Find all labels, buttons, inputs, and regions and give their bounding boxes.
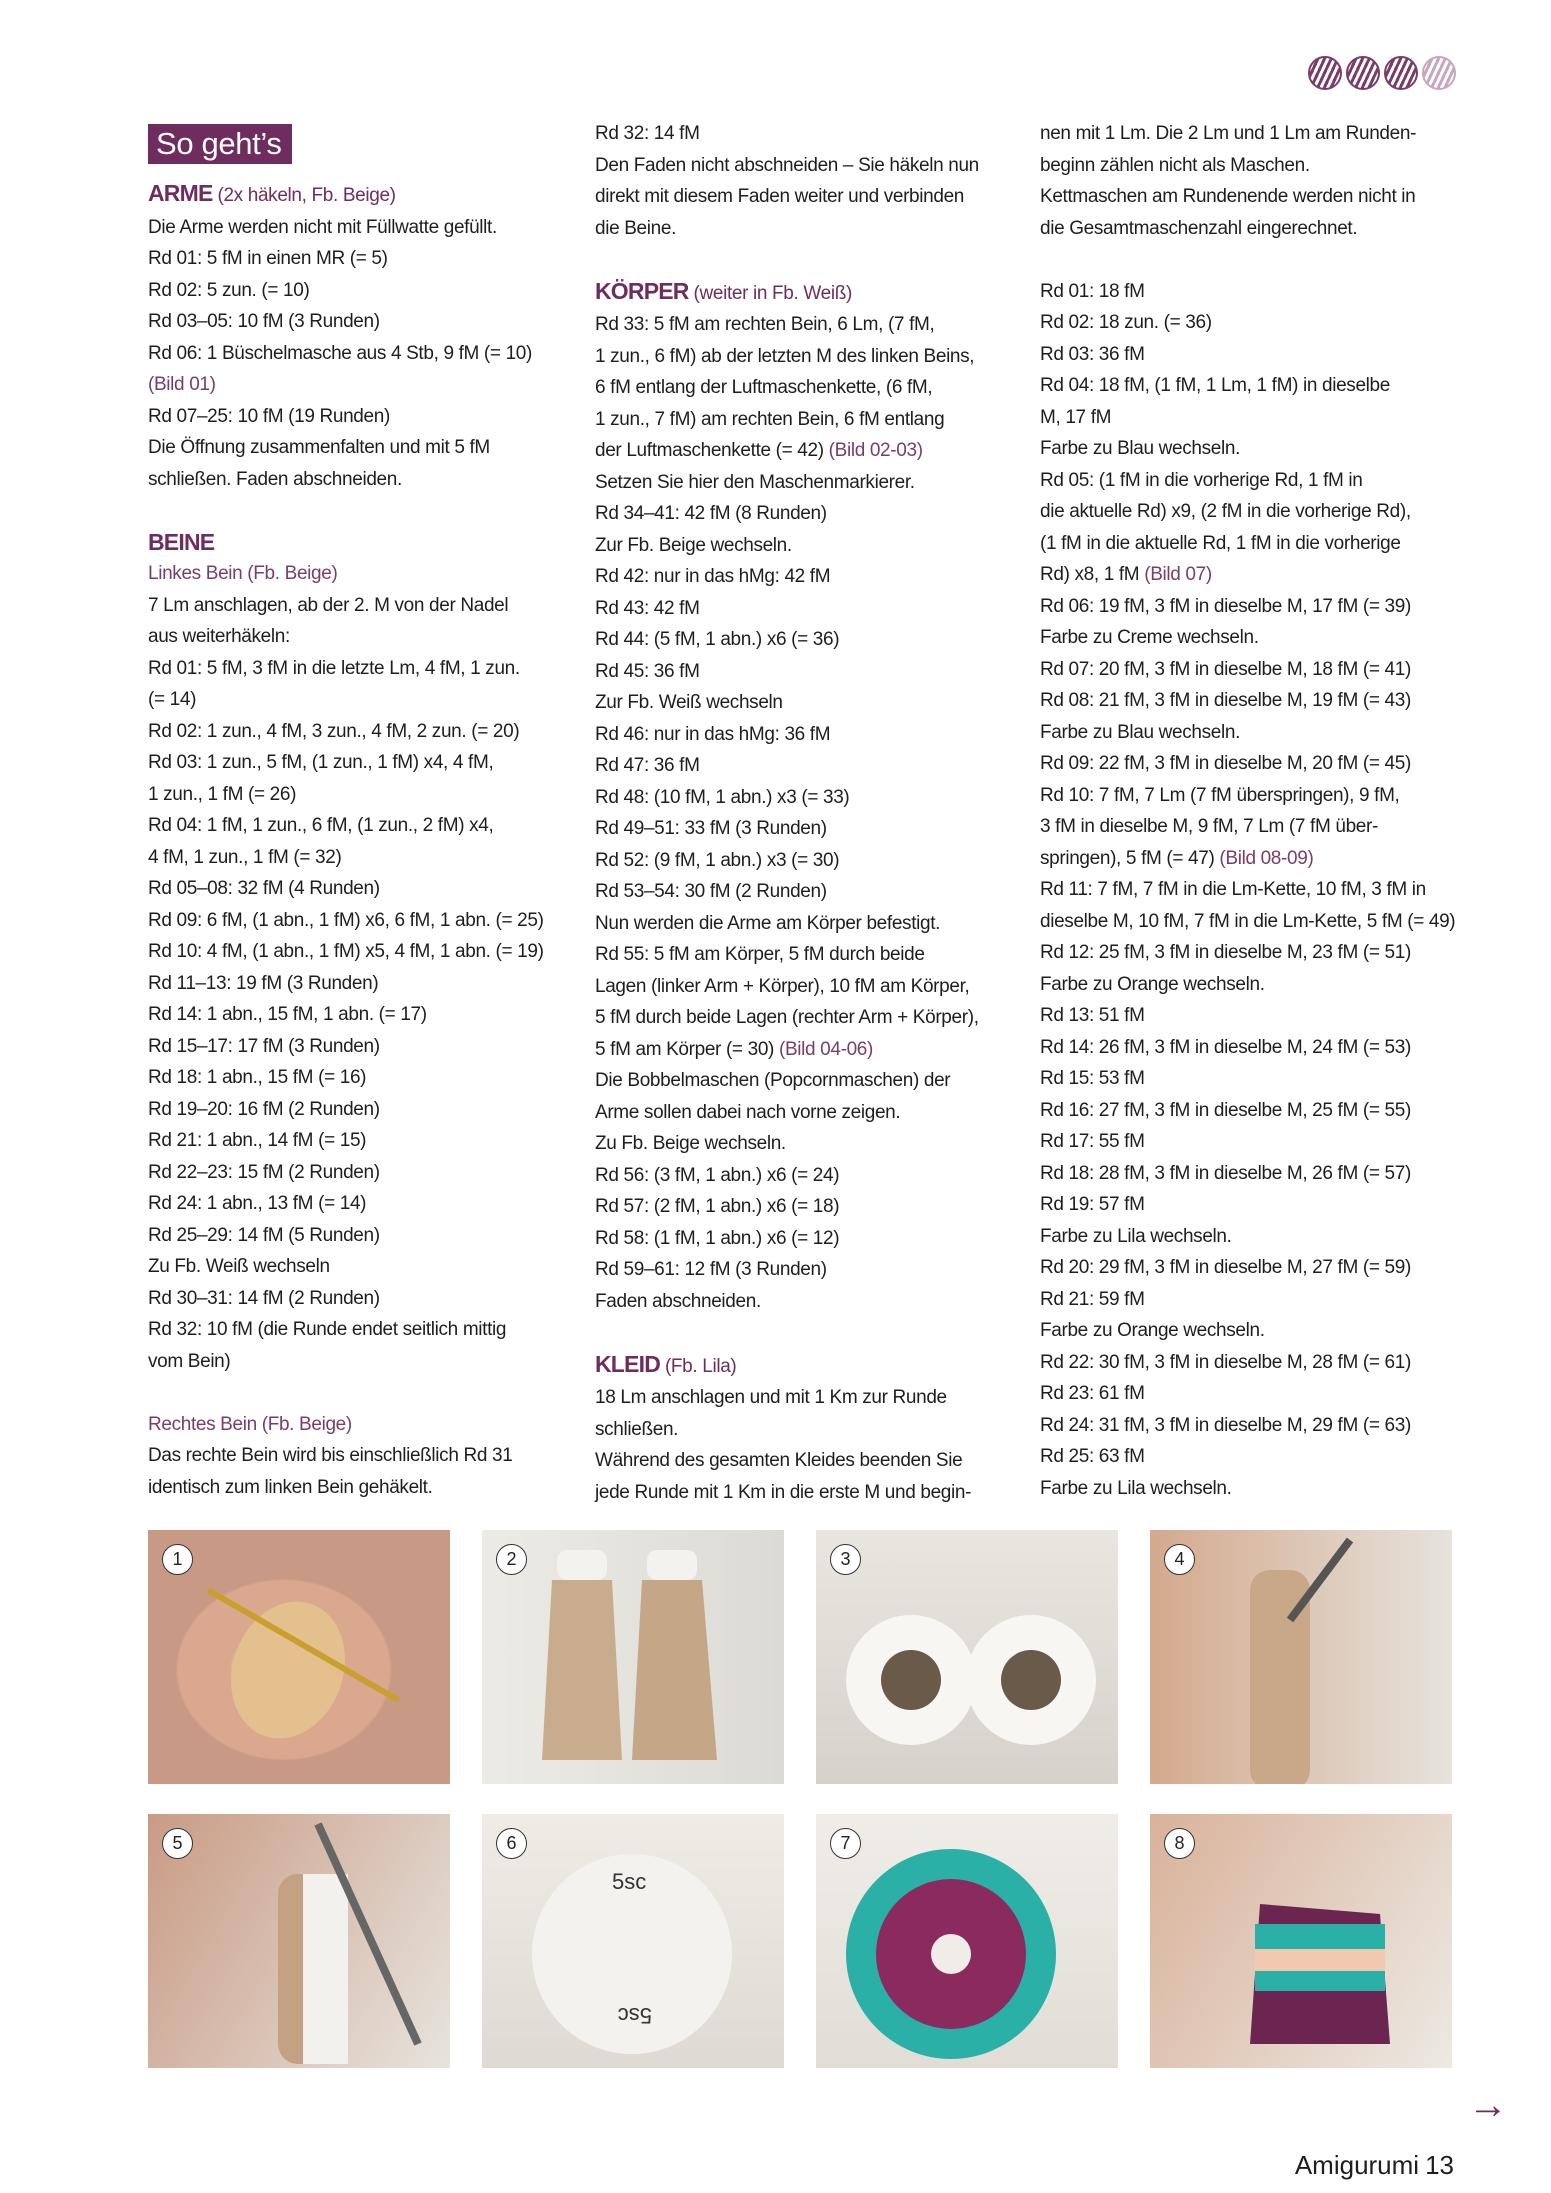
photo-number: 5 xyxy=(162,1828,193,1859)
text-line: Rd 17: 55 fM xyxy=(1040,1131,1145,1152)
text-line: Rd 11–13: 19 fM (3 Runden) xyxy=(148,972,379,994)
text-line: Rd 09: 22 fM, 3 fM in dieselbe M, 20 fM (= 45) xyxy=(1040,753,1411,774)
text-line: Rd 18: 28 fM, 3 fM in dieselbe M, 26 fM (= 57) xyxy=(1040,1162,1411,1184)
photo-number: 3 xyxy=(830,1544,861,1575)
text-line: Rd 52: (9 fM, 1 abn.) x3 (= 30) xyxy=(595,849,840,871)
text-line: Rd 48: (10 fM, 1 abn.) x3 (= 33) xyxy=(595,786,850,808)
text-line: Rd 59–61: 12 fM (3 Runden) xyxy=(595,1259,827,1280)
koerper-lines-a xyxy=(595,309,1005,435)
koerper-ref: (Bild 04-06) xyxy=(778,1038,873,1060)
text-line: Rd 19–20: 16 fM (2 Runden) xyxy=(148,1098,380,1120)
marker-label: 5sc xyxy=(617,2003,652,2028)
text-line: Rd 49–51: 33 fM (3 Runden) xyxy=(595,818,827,839)
column-1 xyxy=(148,124,544,1503)
koerper-title: KÖRPER xyxy=(595,277,689,304)
text-line: schließen. Faden abschneiden. xyxy=(148,468,402,490)
yarn-ball-icon xyxy=(1308,56,1342,90)
kleid-ref: (Bild 07) xyxy=(1144,564,1212,585)
photo-number: 2 xyxy=(496,1544,527,1575)
text-line: die Gesamtmaschenzahl eingerechnet. xyxy=(1040,217,1358,239)
text-line: Rd 15: 53 fM xyxy=(1040,1068,1145,1089)
text-line: die Beine. xyxy=(595,217,677,239)
text-line: Rd 25–29: 14 fM (5 Runden) xyxy=(148,1224,380,1246)
text-line: Zur Fb. Weiß wechseln xyxy=(595,692,783,713)
text-line: identisch zum linken Bein gehäkelt. xyxy=(148,1476,433,1498)
koerper-subtitle: (weiter in Fb. Weiß) xyxy=(693,282,852,304)
left-leg-title: Linkes Bein (Fb. Beige) xyxy=(148,563,338,584)
text-line: Rd 43: 42 fM xyxy=(595,597,700,619)
text-line: Rd 32: 14 fM xyxy=(595,123,700,144)
arme-title: ARME xyxy=(148,180,213,206)
column-3 xyxy=(1040,118,1456,1504)
text-line: Farbe zu Blau wechseln. xyxy=(1040,721,1241,743)
text-line: Rd 02: 18 zun. (= 36) xyxy=(1040,312,1212,333)
arme-ref: (Bild 01) xyxy=(148,374,216,395)
beine-lines xyxy=(148,590,544,1378)
text-line: Rd 21: 59 fM xyxy=(1040,1288,1145,1310)
kleid-subtitle: (Fb. Lila) xyxy=(664,1355,737,1377)
text-line: Die Arme werden nicht mit Füllwatte gefüllt. xyxy=(148,216,497,238)
crochet-attach-arm-image xyxy=(148,1814,450,2068)
text-line: Rd 32: 10 fM (die Runde endet seitlich mittig xyxy=(148,1319,507,1340)
photo-number: 4 xyxy=(1164,1544,1195,1575)
text-line: Rd 03–05: 10 fM (3 Runden) xyxy=(148,311,380,332)
col3-ref-line-a xyxy=(1040,559,1450,591)
text-line: Rd 14: 26 fM, 3 fM in dieselbe M, 24 fM (= 53) xyxy=(1040,1036,1411,1058)
text-line: 7 Lm anschlagen, ab der 2. M von der Nadel xyxy=(148,594,509,616)
text-line: nen mit 1 Lm. Die 2 Lm und 1 Lm am Runden- xyxy=(1040,123,1417,144)
photo-number: 1 xyxy=(162,1544,193,1575)
text-line: Den Faden nicht abschneiden – Sie häkeln nun xyxy=(595,154,979,176)
koerper-lines-c xyxy=(595,1065,1005,1317)
crochet-dress-stripes-image xyxy=(1150,1814,1452,2068)
text-line: Die Öffnung zusammenfalten und mit 5 fM xyxy=(148,437,490,458)
text-line: Faden abschneiden. xyxy=(595,1290,761,1312)
crochet-arm-image xyxy=(1150,1530,1452,1784)
section-heading: So geht’s xyxy=(148,124,292,164)
yarn-balls-logo xyxy=(1308,56,1456,90)
text-line: Rd 47: 36 fM xyxy=(595,755,700,776)
text-line: Rd 22: 30 fM, 3 fM in dieselbe M, 28 fM (= 61) xyxy=(1040,1351,1411,1373)
text-line: Farbe zu Orange wechseln. xyxy=(1040,1320,1265,1341)
text-line: Rd 33: 5 fM am rechten Bein, 6 Lm, (7 fM, xyxy=(595,314,935,335)
col3-ref-line-b xyxy=(1040,843,1450,875)
text-line: Zur Fb. Beige wechseln. xyxy=(595,534,792,556)
text-line: Setzen Sie hier den Maschenmarkierer. xyxy=(595,471,915,493)
text-line: Rd 11: 7 fM, 7 fM in die Lm-Kette, 10 fM, 3 fM in xyxy=(1040,879,1426,900)
text-line: Kettmaschen am Rundenende werden nicht in xyxy=(1040,186,1416,207)
text-line: Lagen (linker Arm + Körper), 10 fM am Körper, xyxy=(595,975,970,997)
page-number: 13 xyxy=(1425,2150,1454,2180)
text-line: Rd 24: 1 abn., 13 fM (= 14) xyxy=(148,1193,367,1214)
kleid-ref: (Bild 08-09) xyxy=(1219,847,1314,869)
magazine-name: Amigurumi xyxy=(1294,2150,1420,2180)
kleid-text: springen), 5 fM (= 47) xyxy=(1040,847,1215,869)
kleid-heading xyxy=(595,1349,1005,1383)
text-line: Rd 06: 19 fM, 3 fM in dieselbe M, 17 fM (= 39) xyxy=(1040,595,1411,617)
text-line: 1 zun., 7 fM) am rechten Bein, 6 fM entlang xyxy=(595,408,945,430)
text-line: jede Runde mit 1 Km in die erste M und begin- xyxy=(595,1481,972,1503)
text-line: Rd 18: 1 abn., 15 fM (= 16) xyxy=(148,1067,367,1088)
text-line: Rd 34–41: 42 fM (8 Runden) xyxy=(595,503,827,524)
text-line: Farbe zu Blau wechseln. xyxy=(1040,438,1241,459)
text-line: Rd 13: 51 fM xyxy=(1040,1005,1145,1026)
koerper-ref: (Bild 02-03) xyxy=(828,440,923,461)
koerper-ref-line-a xyxy=(595,435,1005,467)
text-line: Rd 12: 25 fM, 3 fM in dieselbe M, 23 fM (= 51) xyxy=(1040,942,1411,963)
column-2 xyxy=(595,118,1005,1508)
text-line: 1 zun., 6 fM) ab der letzten M des linken Beins, xyxy=(595,345,975,367)
text-line: Rd 46: nur in das hMg: 36 fM xyxy=(595,723,831,745)
crochet-body-image xyxy=(482,1814,784,2068)
text-line: Zu Fb. Beige wechseln. xyxy=(595,1133,786,1154)
text-line: Farbe zu Creme wechseln. xyxy=(1040,627,1259,648)
page-footer xyxy=(1289,2150,1454,2181)
text-line: Rd 14: 1 abn., 15 fM, 1 abn. (= 17) xyxy=(148,1004,427,1025)
marker-label: 5sc xyxy=(612,1869,647,1894)
text-line: beginn zählen nicht als Maschen. xyxy=(1040,154,1310,176)
text-line: 6 fM entlang der Luftmaschenkette, (6 fM, xyxy=(595,377,933,398)
text-line: Nun werden die Arme am Körper befestigt. xyxy=(595,912,941,934)
koerper-text: der Luftmaschenkette (= 42) xyxy=(595,440,824,461)
text-line: Rd 07: 20 fM, 3 fM in dieselbe M, 18 fM (= 41) xyxy=(1040,658,1411,680)
arme-lines-2 xyxy=(148,401,538,496)
photo-7 xyxy=(816,1814,1118,2068)
text-line: Rd 04: 1 fM, 1 zun., 6 fM, (1 zun., 2 fM) x4, xyxy=(148,815,494,836)
text-line: Rd 03: 36 fM xyxy=(1040,343,1145,365)
text-line: 4 fM, 1 zun., 1 fM (= 32) xyxy=(148,846,342,868)
text-line: Rd 55: 5 fM am Körper, 5 fM durch beide xyxy=(595,944,925,965)
text-line: (= 14) xyxy=(148,689,197,710)
text-line: Rd 09: 6 fM, (1 abn., 1 fM) x6, 6 fM, 1 abn. (= 25) xyxy=(148,909,544,931)
text-line: Rd 42: nur in das hMg: 42 fM xyxy=(595,566,831,587)
arme-heading xyxy=(148,178,538,212)
text-line: M, 17 fM xyxy=(1040,406,1112,428)
text-line: Rd 53–54: 30 fM (2 Runden) xyxy=(595,881,827,902)
text-line: Rd 21: 1 abn., 14 fM (= 15) xyxy=(148,1130,367,1151)
yarn-ball-icon xyxy=(1422,56,1456,90)
crochet-legs-top-image xyxy=(816,1530,1118,1784)
text-line: Rd 23: 61 fM xyxy=(1040,1383,1145,1404)
kleid-text: Rd) x8, 1 fM xyxy=(1040,564,1140,585)
photo-3 xyxy=(816,1530,1118,1784)
col3-intro xyxy=(1040,118,1450,244)
text-line: Rd 07–25: 10 fM (19 Runden) xyxy=(148,405,390,427)
text-line: Rd 44: (5 fM, 1 abn.) x6 (= 36) xyxy=(595,629,840,650)
kleid-title: KLEID xyxy=(595,1350,661,1377)
text-line: vom Bein) xyxy=(148,1350,231,1372)
text-line: Rd 30–31: 14 fM (2 Runden) xyxy=(148,1287,380,1309)
text-line: Rd 19: 57 fM xyxy=(1040,1194,1145,1215)
text-line: Rd 20: 29 fM, 3 fM in dieselbe M, 27 fM (= 59) xyxy=(1040,1257,1411,1278)
text-line: 1 zun., 1 fM (= 26) xyxy=(148,783,297,805)
next-page-arrow: → xyxy=(1468,2083,1508,2127)
text-line: Farbe zu Lila wechseln. xyxy=(1040,1225,1232,1247)
text-line: (1 fM in die aktuelle Rd, 1 fM in die vorherige xyxy=(1040,532,1401,554)
arme-lines xyxy=(148,212,538,370)
text-line: Rd 01: 5 fM in einen MR (= 5) xyxy=(148,248,388,269)
text-line: 3 fM in dieselbe M, 9 fM, 7 Lm (7 fM über- xyxy=(1040,816,1378,837)
text-line: Rd 24: 31 fM, 3 fM in dieselbe M, 29 fM (= 63) xyxy=(1040,1414,1411,1436)
koerper-ref-line-b xyxy=(595,1034,1005,1066)
photo-8 xyxy=(1150,1814,1452,2068)
col3-lines-b xyxy=(1040,591,1450,843)
beine-title: BEINE xyxy=(148,528,215,555)
koerper-lines-b xyxy=(595,467,1005,1034)
text-line: Rd 16: 27 fM, 3 fM in dieselbe M, 25 fM (= 55) xyxy=(1040,1099,1411,1121)
crochet-legs-image xyxy=(482,1530,784,1784)
crochet-dress-circle-image xyxy=(816,1814,1118,2068)
text-line: Rd 58: (1 fM, 1 abn.) x6 (= 12) xyxy=(595,1227,840,1249)
text-line: Rd 57: (2 fM, 1 abn.) x6 (= 18) xyxy=(595,1196,840,1217)
text-line: Rd 06: 1 Büschelmasche aus 4 Stb, 9 fM (= 10) xyxy=(148,342,532,364)
kleid-lines xyxy=(595,1382,1005,1508)
text-line: Rd 22–23: 15 fM (2 Runden) xyxy=(148,1161,380,1183)
text-line: direkt mit diesem Faden weiter und verbinden xyxy=(595,186,965,207)
col3-lines-a xyxy=(1040,276,1450,560)
text-line: Rd 05–08: 32 fM (4 Runden) xyxy=(148,878,380,899)
text-line: Rd 10: 4 fM, (1 abn., 1 fM) x5, 4 fM, 1 abn. (= 19) xyxy=(148,941,544,962)
text-line: Rd 15–17: 17 fM (3 Runden) xyxy=(148,1035,380,1057)
text-line: Rd 02: 1 zun., 4 fM, 3 zun., 4 fM, 2 zun. (= 20) xyxy=(148,720,520,742)
koerper-text: 5 fM am Körper (= 30) xyxy=(595,1038,775,1060)
photo-number: 7 xyxy=(830,1828,861,1859)
photo-1 xyxy=(148,1530,450,1784)
photo-5 xyxy=(148,1814,450,2068)
photo-number: 6 xyxy=(496,1828,527,1859)
koerper-heading xyxy=(595,276,1005,310)
text-line: Die Bobbelmaschen (Popcornmaschen) der xyxy=(595,1070,951,1091)
text-line: Rd 05: (1 fM in die vorherige Rd, 1 fM in xyxy=(1040,469,1363,491)
text-line: Während des gesamten Kleides beenden Sie xyxy=(595,1450,963,1471)
col2-top-lines xyxy=(595,118,1005,244)
col3-lines-c xyxy=(1040,874,1456,1504)
text-line: dieselbe M, 10 fM, 7 fM in die Lm-Kette, 5 fM (= 49) xyxy=(1040,910,1456,932)
text-line: Rd 04: 18 fM, (1 fM, 1 Lm, 1 fM) in dieselbe xyxy=(1040,375,1390,396)
text-line: Rd 01: 5 fM, 3 fM in die letzte Lm, 4 fM, 1 zun. xyxy=(148,657,520,679)
arme-subtitle: (2x häkeln, Fb. Beige) xyxy=(217,185,396,206)
text-line: Zu Fb. Weiß wechseln xyxy=(148,1256,330,1277)
right-leg-title: Rechtes Bein (Fb. Beige) xyxy=(148,1413,352,1435)
text-line: aus weiterhäkeln: xyxy=(148,626,290,647)
text-line: Rd 02: 5 zun. (= 10) xyxy=(148,279,310,301)
text-line: 18 Lm anschlagen und mit 1 Km zur Runde xyxy=(595,1387,947,1408)
photo-6 xyxy=(482,1814,784,2068)
text-line: Rd 25: 63 fM xyxy=(1040,1446,1145,1467)
photo-4 xyxy=(1150,1530,1452,1784)
text-line: Rd 56: (3 fM, 1 abn.) x6 (= 24) xyxy=(595,1164,840,1186)
text-line: Rd 10: 7 fM, 7 Lm (7 fM überspringen), 9 fM, xyxy=(1040,784,1400,806)
text-line: Das rechte Bein wird bis einschließlich Rd 31 xyxy=(148,1445,513,1466)
text-line: Rd 08: 21 fM, 3 fM in dieselbe M, 19 fM (= 43) xyxy=(1040,690,1411,711)
text-line: Rd 01: 18 fM xyxy=(1040,280,1145,302)
text-line: Farbe zu Orange wechseln. xyxy=(1040,973,1265,995)
photo-number: 8 xyxy=(1164,1828,1195,1859)
text-line: die aktuelle Rd) x9, (2 fM in die vorherige Rd), xyxy=(1040,501,1411,522)
right-leg-lines xyxy=(148,1440,538,1503)
text-line: Farbe zu Lila wechseln. xyxy=(1040,1477,1232,1499)
text-line: schließen. xyxy=(595,1418,679,1440)
yarn-ball-icon xyxy=(1384,56,1418,90)
text-line: Rd 45: 36 fM xyxy=(595,660,700,682)
yarn-ball-icon xyxy=(1346,56,1380,90)
text-line: Arme sollen dabei nach vorne zeigen. xyxy=(595,1101,901,1123)
text-line: Rd 03: 1 zun., 5 fM, (1 zun., 1 fM) x4, 4 fM, xyxy=(148,752,494,773)
crochet-hook-image xyxy=(148,1530,450,1784)
photo-2 xyxy=(482,1530,784,1784)
text-line: 5 fM durch beide Lagen (rechter Arm + Körper), xyxy=(595,1007,979,1028)
